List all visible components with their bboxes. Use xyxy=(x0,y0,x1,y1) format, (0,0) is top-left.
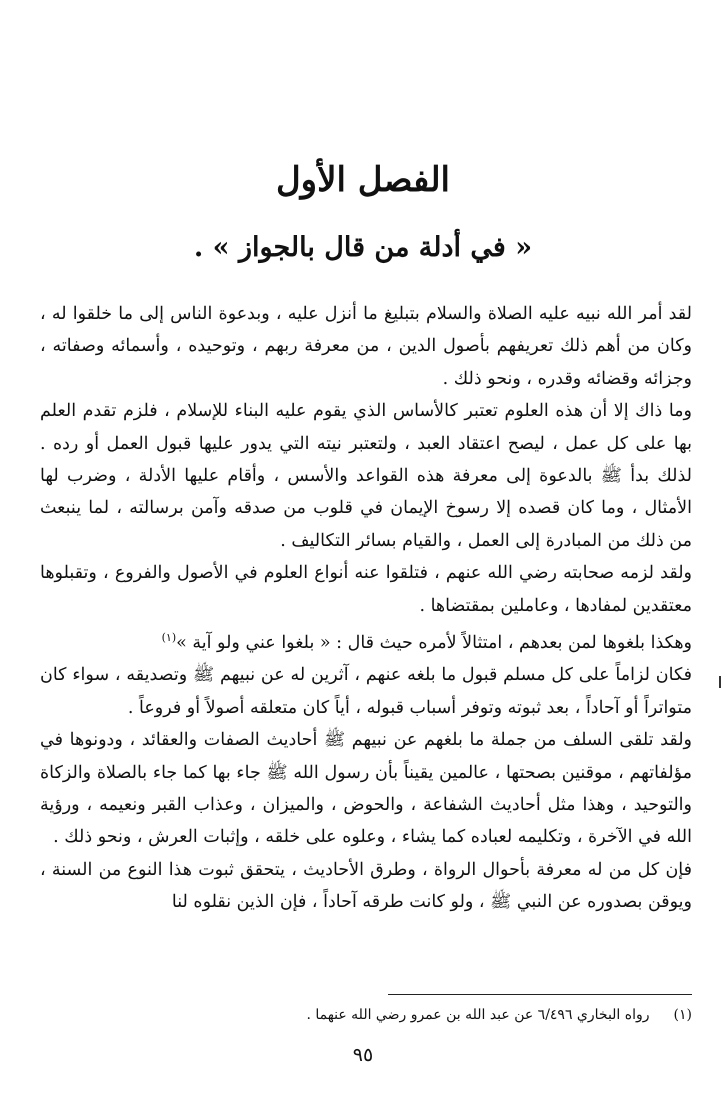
paragraph: ولقد تلقى السلف من جملة ما بلغهم عن نبيهم ﷺ أحاديث الصفات والعقائد ، ودونوها في مؤلفاتهم ، موقنين بصحتها ، عالمين يقيناً بأن رسول الله ﷺ جاء بها كما جاء بالصلاة والزكاة والتوحيد ، وهذا مثل أحاديث الشفاعة ، والحوض ، والميزان ، وعذاب القبر ونعيمه ، ورؤية الله في الآخرة ، وتكليمه لعباده كما يشاء ، وعلوه على خلقه ، وإثبات العرش ، ونحو ذلك . xyxy=(40,730,692,848)
footnote-divider xyxy=(388,994,692,995)
scan-artifact-mark xyxy=(719,676,721,688)
footnote-reference[interactable]: (١) xyxy=(161,631,177,645)
paragraph: فإن كل من له معرفة بأحوال الرواة ، وطرق الأحاديث ، يتحقق ثبوت هذا النوع من السنة ، ويوقن بصدوره عن النبي ﷺ ، ولو كانت طرقه آحاداً ، فإن الذين نقلوه لنا xyxy=(40,859,692,913)
page-number: ٩٥ xyxy=(352,1044,374,1066)
paragraph: ولقد لزمه صحابته رضي الله عنهم ، فتلقوا عنه أنواع العلوم في الأصول والفروع ، وتقبلوها معتقدين لمفادها ، وعاملين بمقتضاها . xyxy=(40,563,692,616)
footnote-number: (١) xyxy=(673,1007,692,1023)
paragraph-text: وهكذا بلغوها لمن بعدهم ، امتثالاً لأمره حيث قال : « بلغوا عني ولو آية » xyxy=(176,632,692,653)
footnote-text: رواه البخاري ٦/٤٩٦ عن عبد الله بن عمرو رضي الله عنهما . xyxy=(306,1007,650,1023)
paragraph-with-footnote xyxy=(40,622,692,659)
paragraph: فكان لزاماً على كل مسلم قبول ما بلغه عنهم ، آثرين له عن نبيهم ﷺ وتصديقه ، سواء كان متواتراً أو آحاداً ، بعد ثبوته وتوفر أسباب قبوله ، أياً كان متعلقه أصولاً أو فروعاً . xyxy=(40,665,692,718)
chapter-title: الفصل الأول xyxy=(275,160,451,200)
chapter-subtitle: « في أدلة من قال بالجواز » . xyxy=(193,232,533,263)
paragraph: لقد أمر الله نبيه عليه الصلاة والسلام بتبليغ ما أنزل عليه ، وبدعوة الناس إلى ما خلقوا له ، وكان من أهم ذلك تعريفهم بأصول الدين ، من معرفة ربهم ، وتوحيده ، وأسمائه وصفاته ، وجزائه وقضائه وقدره ، ونحو ذلك . xyxy=(40,304,692,389)
body-text xyxy=(40,298,692,919)
paragraph: وما ذاك إلا أن هذه العلوم تعتبر كالأساس الذي يقوم عليه البناء للإسلام ، فلزم تقدم العلم بها على كل عمل ، ليصح اعتقاد العبد ، ولتعتبر نيته التي يدور عليها قبول العمل أو رده . لذلك بدأ ﷺ بالدعوة إلى معرفة هذه القواعد والأسس ، وأقام عليها الأدلة ، وضرب لها الأمثال ، وما كان قصده إلا رسوخ الإيمان في قلوب من صدقه وآمن برسالته ، لما ينبعث من ذلك من المبادرة إلى العمل ، والقيام بسائر التكاليف . xyxy=(40,401,692,551)
footnote xyxy=(40,1004,692,1026)
